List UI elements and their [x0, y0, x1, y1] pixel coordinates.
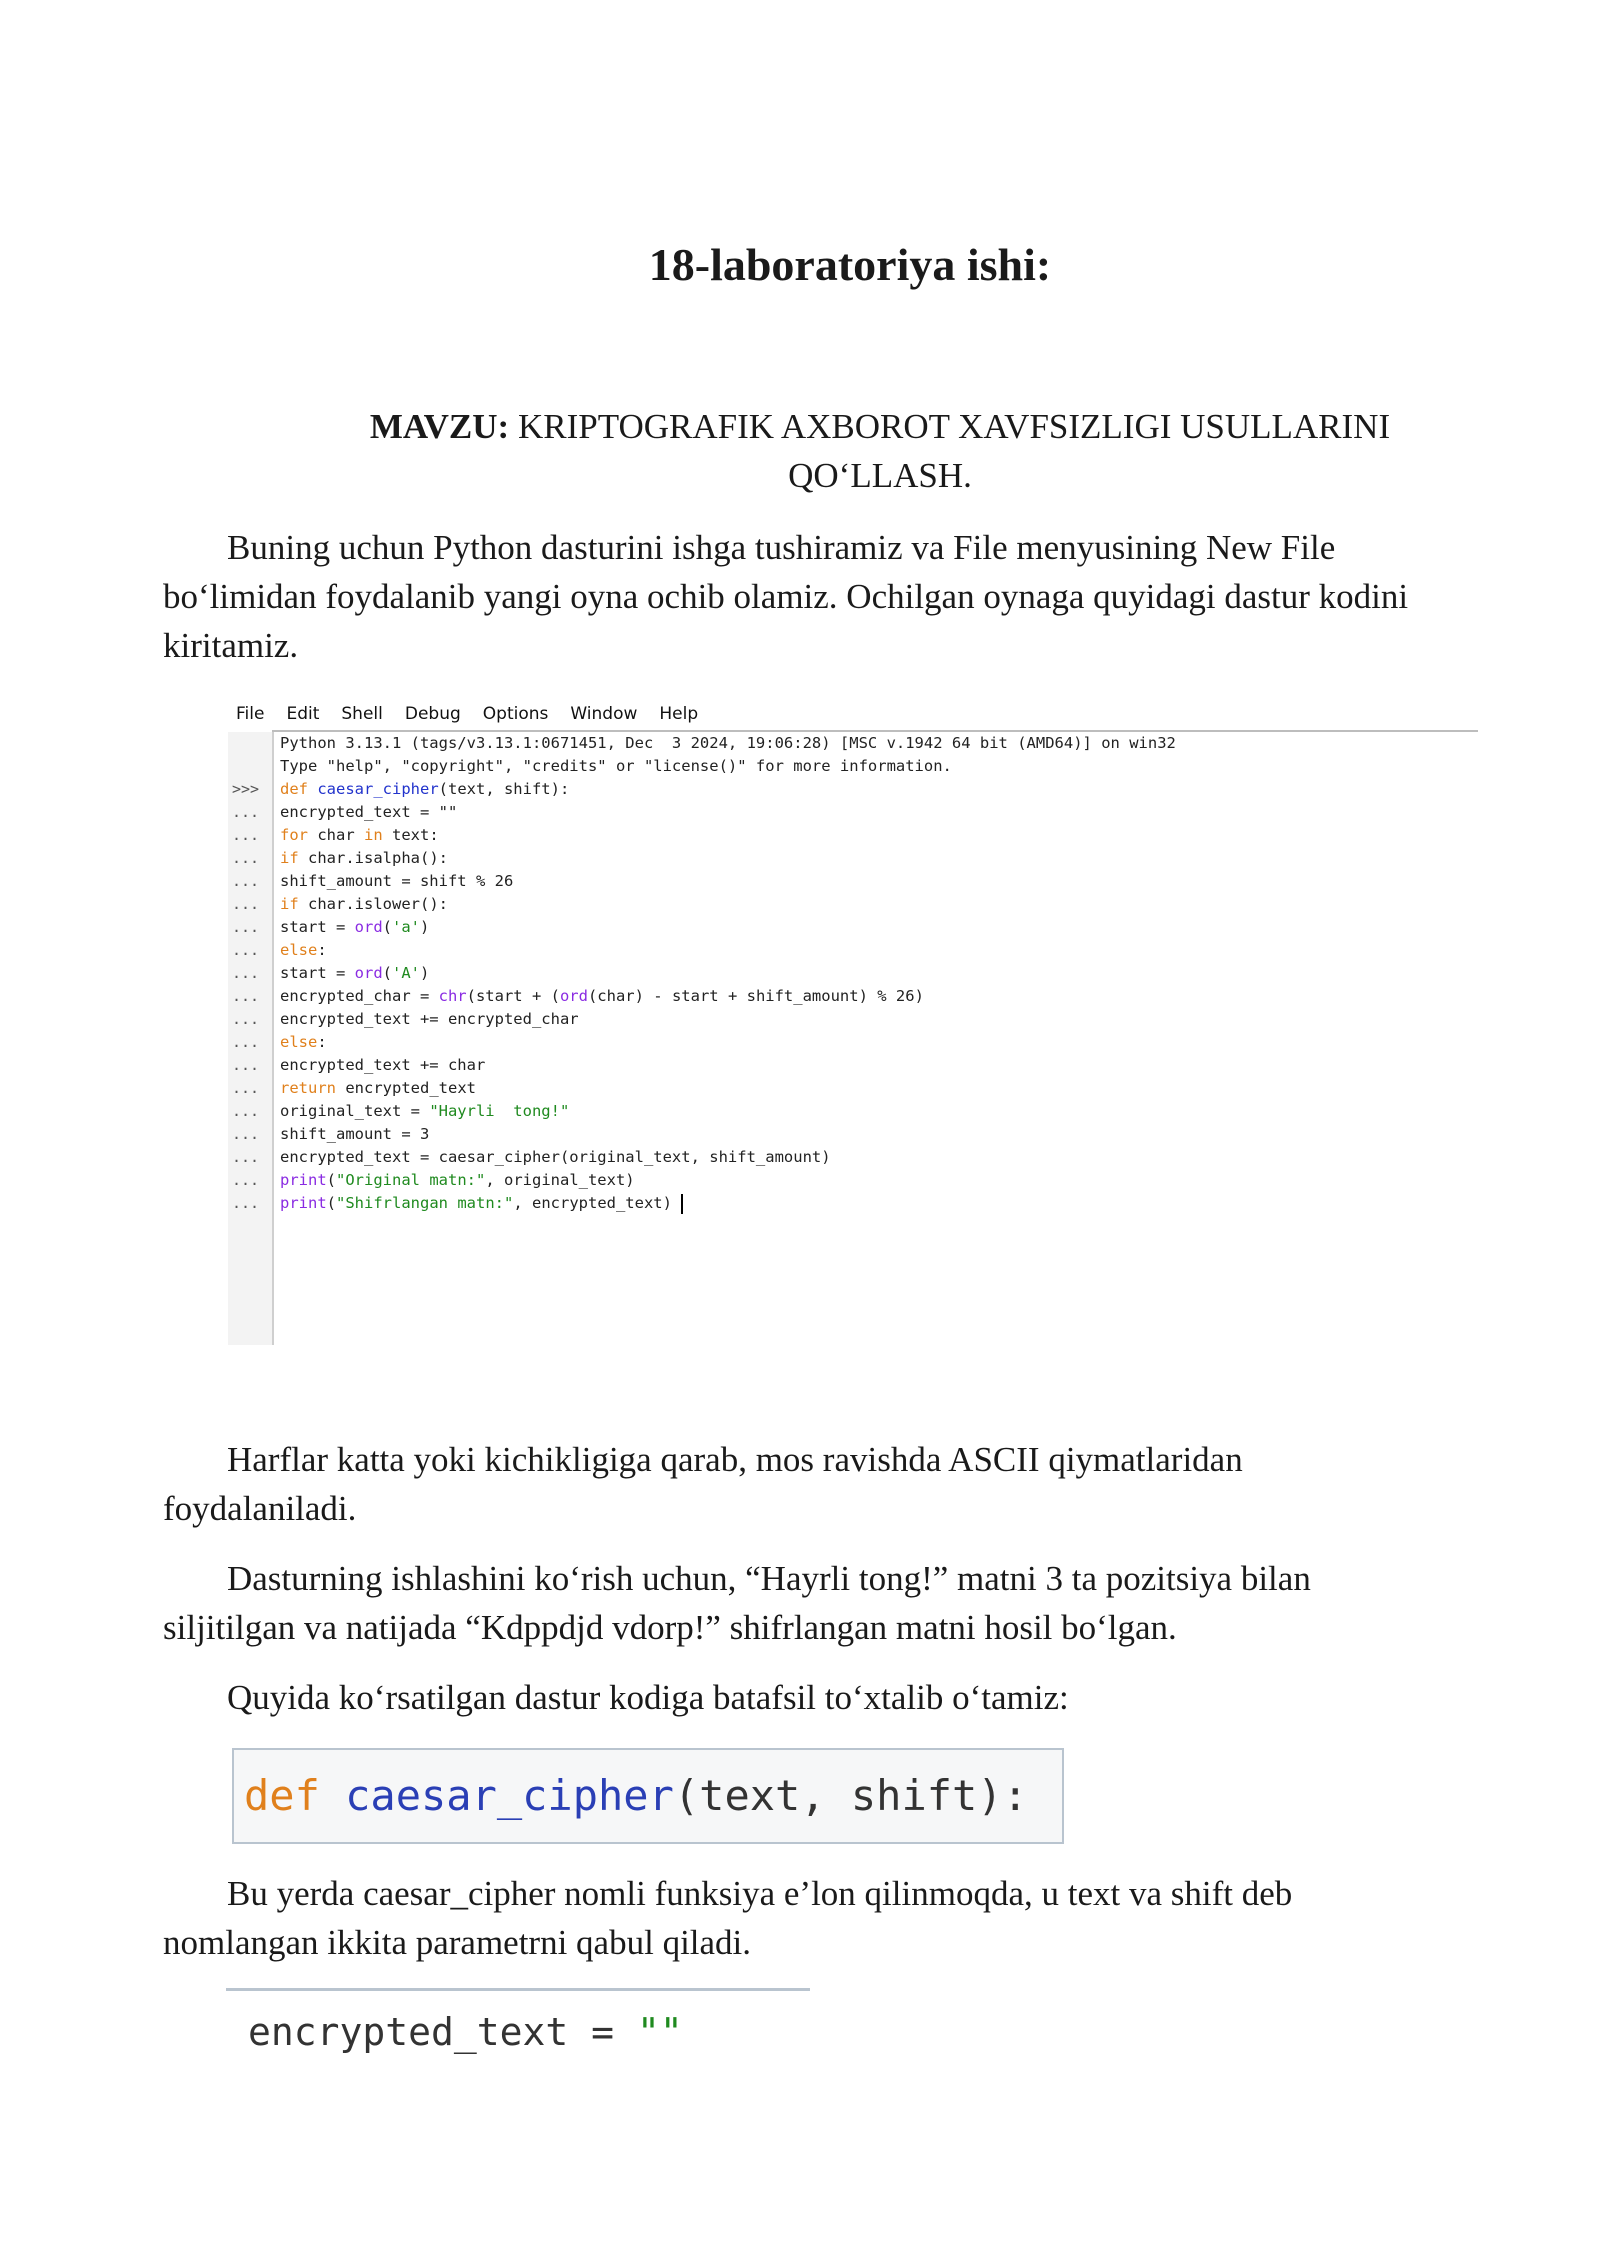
func-paragraph: Bu yerda caesar_cipher nomli funksiya e’lon qilinmoqda, u text va shift deb nomlangan ikkita parametrni qabul qiladi.: [163, 1874, 1293, 1962]
topic-text: KRIPTOGRAFIK AXBOROT XAVFSIZLIGI USULLARINI QO‘LLASH.: [509, 407, 1391, 495]
prompt: ...: [232, 964, 260, 982]
code-line: else:: [280, 1033, 327, 1051]
prompt: ...: [232, 872, 260, 890]
menu-file[interactable]: File: [236, 704, 265, 724]
snippet-divider: [226, 1988, 810, 1991]
topic-label: MAVZU:: [369, 407, 510, 446]
code-snippet-encrypted-text: encrypted_text = "": [248, 2010, 683, 2054]
prompt: >>>: [232, 780, 260, 798]
idle-shell-screenshot: [228, 700, 1478, 1345]
prompt: ...: [232, 803, 260, 821]
code-line: encrypted_text = caesar_cipher(original_text, shift_amount): [280, 1148, 831, 1166]
shell-header-line: Python 3.13.1 (tags/v3.13.1:0671451, Dec 3 2024, 19:06:28) [MSC v.1942 64 bit (AMD64)] on win32: [280, 734, 1176, 752]
prompt: ...: [232, 918, 260, 936]
menu-shell[interactable]: Shell: [341, 704, 383, 724]
ascii-paragraph: Harflar katta yoki kichikligiga qarab, mos ravishda ASCII qiymatlaridan foydalaniladi.: [163, 1440, 1243, 1528]
shell-menubar: [236, 704, 720, 730]
prompt: ...: [232, 987, 260, 1005]
text-cursor: [681, 1194, 683, 1214]
intro-paragraph: Buning uchun Python dasturini ishga tushiramiz va File menyusining New File bo‘limidan foydalanib yangi oyna ochib olamiz. Ochilgan oynaga quyidagi dastur kodini kiritamiz.: [163, 528, 1409, 665]
prompt: ...: [232, 1125, 260, 1143]
code-line: shift_amount = 3: [280, 1125, 430, 1143]
prompt: ...: [232, 826, 260, 844]
details-paragraph: Quyida ko‘rsatilgan dastur kodiga batafsil to‘xtalib o‘tamiz:: [227, 1678, 1069, 1717]
code-line: encrypted_text = "": [280, 803, 458, 821]
prompt: ...: [232, 941, 260, 959]
code-line: print("Original matn:", original_text): [280, 1171, 635, 1189]
prompt: ...: [232, 1194, 260, 1212]
code-line: if char.islower():: [280, 895, 448, 913]
prompt: ...: [232, 849, 260, 867]
code-line: return encrypted_text: [280, 1079, 476, 1097]
prompt-gutter: [228, 732, 274, 1345]
code-line: else:: [280, 941, 327, 959]
prompt: ...: [232, 1010, 260, 1028]
prompt: ...: [232, 1171, 260, 1189]
prompt: ...: [232, 1102, 260, 1120]
prompt: ...: [232, 1079, 260, 1097]
code-line: start = ord('A'): [280, 964, 430, 982]
code-line: print("Shifrlangan matn:", encrypted_text): [280, 1194, 682, 1212]
menu-window[interactable]: Window: [570, 704, 638, 724]
code-line: original_text = "Hayrli tong!": [280, 1102, 570, 1120]
prompt: ...: [232, 1056, 260, 1074]
code-line: for char in text:: [280, 826, 439, 844]
code-line: encrypted_char = chr(start + (ord(char) - start + shift_amount) % 26): [280, 987, 924, 1005]
menu-edit[interactable]: Edit: [286, 704, 320, 724]
code-line: def caesar_cipher(text, shift):: [280, 780, 570, 798]
menu-options[interactable]: Options: [482, 704, 549, 724]
menu-help[interactable]: Help: [659, 704, 699, 724]
code-line: if char.isalpha():: [280, 849, 448, 867]
code-line: encrypted_text += encrypted_char: [280, 1010, 579, 1028]
result-paragraph: Dasturning ishlashini ko‘rish uchun, “Hayrli tong!” matni 3 ta pozitsiya bilan siljitilgan va natijada “Kdppdjd vdorp!” shifrlangan matni hosil bo‘lgan.: [163, 1559, 1311, 1647]
shell-header-line: Type "help", "copyright", "credits" or "license()" for more information.: [280, 757, 952, 775]
code-line: start = ord('a'): [280, 918, 430, 936]
page-title: 18-laboratoriya ishi:: [648, 239, 1052, 290]
code-line: shift_amount = shift % 26: [280, 872, 514, 890]
topic-heading: [300, 402, 1460, 500]
prompt: ...: [232, 1148, 260, 1166]
menu-debug[interactable]: Debug: [404, 704, 461, 724]
prompt: ...: [232, 1033, 260, 1051]
code-line: encrypted_text += char: [280, 1056, 486, 1074]
prompt: ...: [232, 895, 260, 913]
code-snippet-def: def caesar_cipher(text, shift):: [232, 1748, 1064, 1844]
shell-code-area[interactable]: [280, 732, 1478, 1215]
